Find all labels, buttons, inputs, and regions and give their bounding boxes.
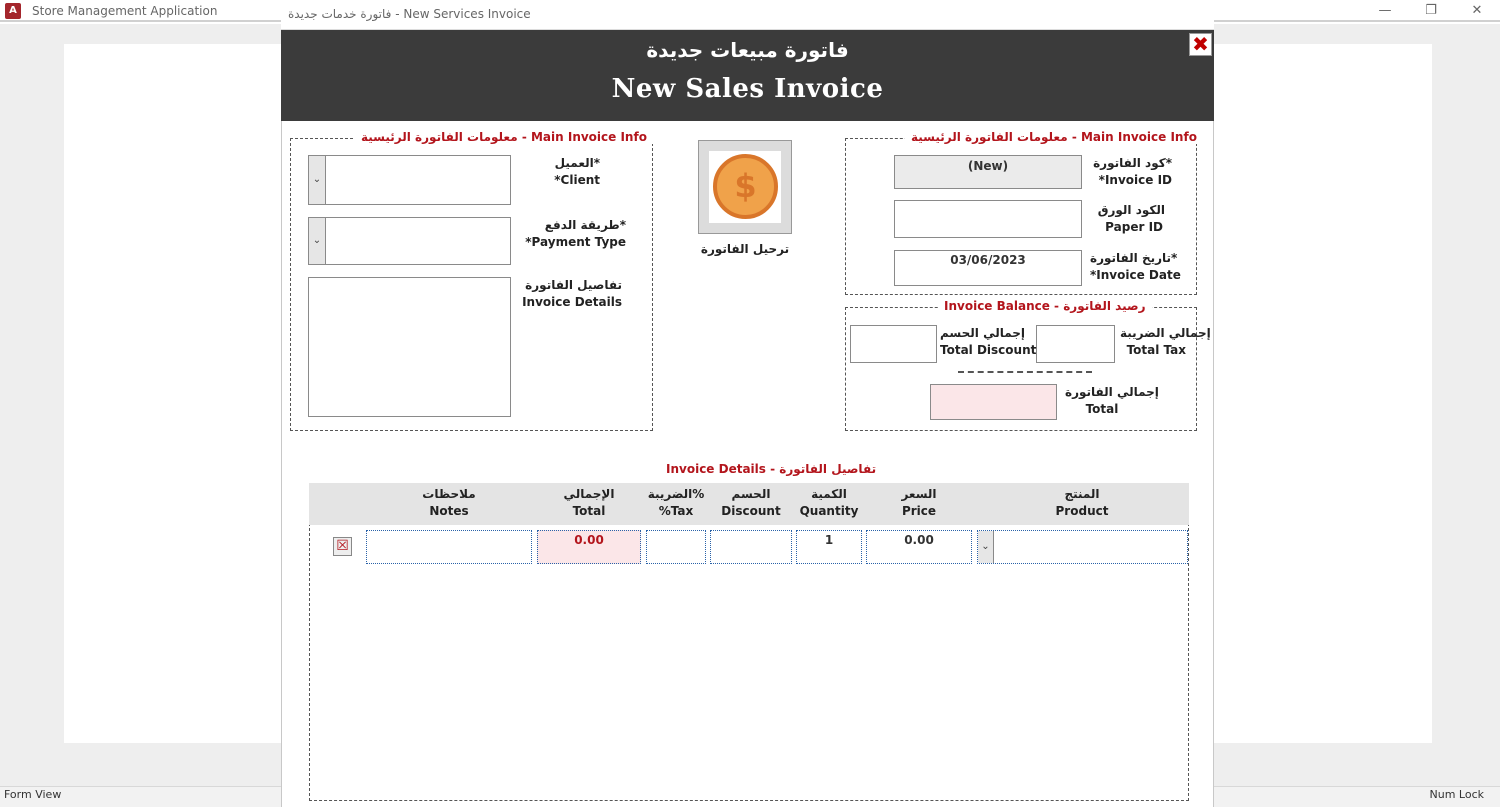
client-label-arabic: العميل*: [554, 156, 600, 170]
app-close-icon[interactable]: ✕: [1471, 3, 1483, 18]
invoice-date-input[interactable]: 03/06/2023: [894, 250, 1082, 286]
invoice-balance-group-title: Invoice Balance - رصيد الفاتورة: [938, 299, 1152, 313]
access-app-icon: A: [5, 3, 21, 19]
status-num-lock: Num Lock: [1429, 788, 1484, 801]
column-header-tax-english: %Tax: [658, 504, 694, 518]
paper-id-label-arabic: الكود الورق: [1097, 203, 1165, 217]
column-header-tax-arabic: الضريبة%: [647, 487, 705, 501]
column-header-tax: [646, 486, 706, 520]
dialog-title: فاتورة خدمات جديدة - New Services Invoice: [288, 7, 531, 21]
total-discount-label: Total Discount: [940, 343, 1037, 357]
notes-input[interactable]: [366, 530, 532, 564]
payment-type-combo[interactable]: [308, 217, 511, 265]
paper-id-input[interactable]: [894, 200, 1082, 238]
payment-type-label: *Payment Type: [525, 235, 626, 249]
client-label: *Client: [554, 173, 600, 187]
status-view-mode: Form View: [4, 788, 62, 801]
invoice-info-group-title: معلومات الفاتورة الرئيسية - Main Invoice Info: [905, 130, 1203, 144]
total-tax-field: [1036, 325, 1115, 363]
chevron-down-icon[interactable]: ⌄: [309, 218, 326, 264]
discount-input[interactable]: [710, 530, 792, 564]
total-tax-label-arabic: إجمالي الضريبة: [1120, 326, 1211, 340]
quantity-input[interactable]: 1: [796, 530, 862, 564]
post-invoice-label: ترحيل الفاتورة: [700, 242, 790, 256]
column-header-total-arabic: الإجمالي: [563, 487, 615, 501]
balance-separator: [958, 371, 1092, 373]
client-combo[interactable]: [308, 155, 511, 205]
delete-row-icon[interactable]: ☒: [333, 537, 352, 556]
chevron-down-icon[interactable]: ⌄: [309, 156, 326, 204]
invoice-date-label: *Invoice Date: [1090, 268, 1181, 282]
invoice-id-label-arabic: كود الفاتورة*: [1093, 156, 1172, 170]
invoice-details-title: Invoice Details - تفاصيل الفاتورة: [660, 462, 882, 476]
column-header-total: [537, 486, 641, 520]
column-header-discount-arabic: الحسم: [731, 487, 771, 501]
price-input[interactable]: 0.00: [866, 530, 972, 564]
column-header-quantity-arabic: الكمية: [811, 487, 847, 501]
column-header-total-english: Total: [572, 504, 606, 518]
total-label-arabic: إجمالي الفاتورة: [1065, 385, 1159, 399]
column-header-product-english: Product: [1055, 504, 1109, 518]
column-header-notes-english: Notes: [429, 504, 469, 518]
column-header-quantity: [796, 486, 862, 520]
invoice-total-field: [930, 384, 1057, 420]
total-discount-field: [850, 325, 937, 363]
column-header-product: [990, 486, 1174, 520]
column-header-price: [866, 486, 972, 520]
invoice-details-label: Invoice Details: [522, 295, 622, 309]
header-title-english: New Sales Invoice: [611, 74, 884, 104]
tax-input[interactable]: [646, 530, 706, 564]
column-header-product-arabic: المنتج: [1064, 487, 1100, 501]
minimize-icon[interactable]: —: [1378, 3, 1392, 18]
app-title: Store Management Application: [32, 4, 218, 18]
invoice-id-label: *Invoice ID: [1098, 173, 1172, 187]
payment-type-label-arabic: طريقة الدفع*: [544, 218, 626, 232]
restore-icon[interactable]: ❐: [1425, 3, 1437, 18]
column-header-quantity-english: Quantity: [799, 504, 859, 518]
column-header-discount-english: Discount: [721, 504, 781, 518]
invoice-date-label-arabic: تاريخ الفاتورة*: [1090, 251, 1178, 265]
row-total-field: 0.00: [537, 530, 641, 564]
dollar-coin-icon[interactable]: $: [713, 154, 778, 219]
total-discount-label-arabic: إجمالي الحسم: [940, 326, 1026, 340]
column-header-discount: [710, 486, 792, 520]
invoice-details-label-arabic: تفاصيل الفاتورة: [525, 278, 622, 292]
column-header-price-english: Price: [901, 504, 937, 518]
client-info-group-title: معلومات الفاتورة الرئيسية - Main Invoice Info: [355, 130, 653, 144]
column-header-price-arabic: السعر: [901, 487, 937, 501]
close-form-button[interactable]: ✖: [1189, 33, 1212, 56]
paper-id-label: Paper ID: [1105, 220, 1163, 234]
total-tax-label: Total Tax: [1126, 343, 1186, 357]
product-combo[interactable]: [977, 530, 1188, 564]
column-header-notes-arabic: ملاحظات: [422, 487, 476, 501]
column-header-notes: [366, 486, 532, 520]
header-title-arabic: فاتورة مبيعات جديدة: [646, 38, 849, 62]
total-label: Total: [1085, 402, 1119, 416]
chevron-down-icon[interactable]: ⌄: [978, 531, 994, 563]
invoice-id-field: (New): [894, 155, 1082, 189]
invoice-details-textarea[interactable]: [308, 277, 511, 417]
